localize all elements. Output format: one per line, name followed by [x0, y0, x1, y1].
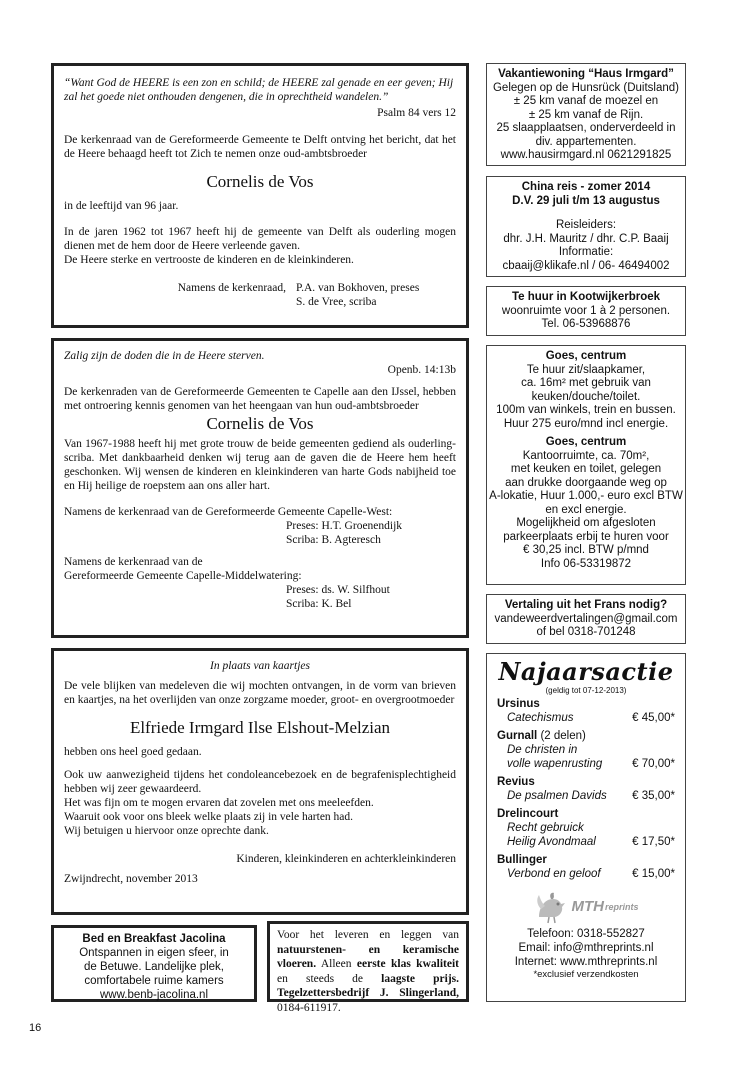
ad-tile-company	[267, 921, 469, 1014]
book-author	[497, 775, 675, 789]
age-text: in de leeftijd van 96 jaar.	[64, 200, 179, 212]
book-item	[497, 775, 675, 803]
west-preses: Preses: H.T. Groenendijk	[286, 520, 403, 532]
body-line-2: Het was fijn om te mogen ervaren dat zovelen met ons meeleefden.	[64, 797, 374, 809]
body-line-3: Waaruit ook voor ons bleek welke plaats zij in vele harten had.	[64, 811, 354, 823]
logo-subtext: reprints	[604, 902, 639, 912]
book-item	[497, 697, 675, 725]
west-label: Namens de kerkenraad van de Gereformeerde Gemeente Capelle-West:	[64, 506, 393, 518]
quote-reference: Psalm 84 vers 12	[377, 107, 456, 119]
book-title-row	[497, 835, 675, 849]
body-text: Van 1967-1988 heeft hij met grote trouw de beide gemeenten gediend als ouderling- scriba. Met dankbaarheid denken wij terug aan de gaven die de Heere hem heeft geschonken. Wij wensen de kinderen en kleinkinderen van harte Gods nabijheid toe en Hij heilige de roepstem aan ons aller hart.	[64, 438, 456, 492]
ad-text: en steeds de	[277, 972, 382, 985]
body-text-2: De Heere sterke en vertrooste de kinderen en de kleinkinderen.	[64, 254, 354, 266]
mth-phone: Telefoon: 0318-552827	[527, 928, 645, 940]
ad-line: parkeerplaats erbij te huren voor	[503, 530, 669, 543]
ad-line: Kantoorruimte, ca. 70m²,	[522, 449, 650, 462]
book-author-name: Revius	[497, 776, 535, 788]
ad-contact: www.hausirmgard.nl 0621291825	[500, 149, 672, 161]
ad-title: Vakantiewoning “Haus Irmgard”	[498, 68, 674, 80]
obituary-notice-capelle	[51, 338, 469, 638]
signature-label: Namens de kerkenraad,	[177, 282, 286, 294]
ad-contact: of bel 0318-701248	[536, 626, 636, 638]
book-title-row	[497, 711, 675, 725]
ad-text-bold: natuurstenen- en keramische vloeren.	[277, 943, 459, 970]
ad-goes-centrum	[486, 345, 686, 585]
book-author-name: Gurnall	[497, 730, 538, 742]
family-signature: Kinderen, kleinkinderen en achterkleinkinderen	[236, 853, 456, 865]
body-line-1: hebben ons heel goed gedaan.	[64, 746, 202, 758]
thank-you-notice	[51, 648, 469, 915]
ad-contact: Info 06-53319872	[540, 557, 632, 570]
promo-title: Najaarsactie	[498, 657, 674, 686]
book-author	[497, 729, 675, 743]
ad-line: ± 25 km vanaf de Rijn.	[528, 108, 644, 121]
ad-title-2: Goes, centrum	[545, 436, 627, 448]
signature-block	[64, 281, 456, 309]
book-title: Heilig Avondmaal	[507, 836, 596, 848]
intro-text: De kerkenraad van de Gereformeerde Gemeente te Delft ontving het bericht, dat het de Heere behaagd heeft tot Zich te nemen onze oud-ambtsbroeder	[64, 134, 456, 160]
ad-line: comfortabele ruime kamers	[84, 975, 224, 987]
quote-reference: Openb. 14:13b	[387, 364, 456, 376]
ad-dates: D.V. 29 juli t/m 13 augustus	[512, 194, 660, 207]
book-title: volle wapenrusting	[507, 758, 603, 770]
ad-line: de Betuwe. Landelijke plek,	[83, 961, 224, 973]
ad-line: Gelegen op de Hunsrück (Duitsland)	[492, 81, 680, 94]
book-author-name: Ursinus	[497, 698, 540, 710]
book-price: € 35,00*	[632, 790, 675, 802]
deceased-name: Cornelis de Vos	[206, 414, 314, 433]
ad-bed-breakfast	[51, 925, 257, 1002]
ad-kootwijkerbroek	[486, 286, 686, 336]
ad-line: Ontspannen in eigen sfeer, in	[79, 947, 229, 959]
body-text: Ook uw aanwezigheid tijdens het condoleancebezoek en de begrafenisplechtigheid hebben wij zeer gewaardeerd.	[64, 769, 456, 795]
place-date: Zwijndrecht, november 2013	[64, 873, 198, 885]
ad-line: 100m van winkels, trein en bussen.	[496, 404, 676, 416]
book-title: De christen in	[507, 744, 578, 756]
bible-quote: Zalig zijn de doden die in de Heere sterven.	[64, 350, 265, 362]
book-title: De psalmen Davids	[507, 790, 607, 802]
book-title: Catechismus	[507, 712, 574, 724]
ad-website: www.benb-jacolina.nl	[99, 989, 209, 1001]
mid-label-1: Namens de kerkenraad van de	[64, 556, 203, 568]
west-scriba: Scriba: B. Agteresch	[286, 534, 381, 546]
signatory-scriba: S. de Vree, scriba	[296, 296, 377, 308]
book-title-row	[497, 789, 675, 803]
ad-title: Vertaling uit het Frans nodig?	[504, 599, 668, 611]
rooster-icon	[533, 889, 569, 925]
book-author	[497, 807, 675, 821]
deceased-name: Elfriede Irmgard Ilse Elshout-Melzian	[129, 718, 391, 737]
ad-line: ca. 16m² met gebruik van	[521, 377, 651, 389]
ad-text-bold: laagste prijs. Tegelzettersbedrijf J. Slingerland,	[277, 972, 459, 999]
ad-line: Informatie:	[558, 246, 614, 258]
ad-phone: 0184-611917.	[277, 1001, 341, 1014]
ad-line: Reisleiders:	[555, 219, 617, 231]
ad-line: € 30,25 incl. BTW p/mnd	[523, 544, 649, 556]
ad-line: ± 25 km vanaf de moezel en	[513, 95, 659, 107]
ad-line: woonruimte voor 1 à 2 personen.	[501, 304, 671, 317]
ad-line: keuken/douche/toilet.	[531, 390, 641, 403]
book-title: Verbond en geloof	[507, 868, 601, 880]
notice-header: In plaats van kaartjes	[210, 660, 310, 672]
book-item	[497, 807, 675, 849]
ad-line: A-lokatie, Huur 1.000,- euro excl BTW	[489, 490, 683, 502]
obituary-notice-delft	[51, 63, 469, 328]
ad-title: Bed en Breakfast Jacolina	[82, 933, 226, 945]
ad-haus-irmgard	[486, 63, 686, 166]
book-title-row	[497, 821, 675, 835]
mid-preses: Preses: ds. W. Silfhout	[286, 584, 390, 596]
mid-scriba: Scriba: K. Bel	[286, 598, 352, 610]
book-author	[497, 853, 675, 867]
mth-logo	[497, 887, 675, 927]
ad-line: div. appartementen.	[535, 135, 637, 148]
ad-title: Te huur in Kootwijkerbroek	[511, 291, 661, 303]
book-item	[497, 729, 675, 771]
mth-note: *exclusief verzendkosten	[533, 969, 639, 980]
promo-validity: (geldig tot 07-12-2013)	[545, 686, 627, 695]
body-text: In de jaren 1962 tot 1967 heeft hij de gemeente van Delft als ouderling mogen dienen met de hem door de Heere verleende gaven.	[64, 226, 456, 252]
book-price: € 17,50*	[632, 836, 675, 848]
mid-label-2: Gereformeerde Gemeente Capelle-Middelwatering:	[64, 570, 302, 582]
book-price: € 15,00*	[632, 868, 675, 880]
book-author-name: Bullinger	[497, 854, 547, 866]
ad-line: Te huur zit/slaapkamer,	[526, 363, 646, 376]
deceased-name: Cornelis de Vos	[206, 172, 314, 191]
book-author	[497, 697, 675, 711]
book-author-name: Drelincourt	[497, 808, 559, 820]
book-title-row	[497, 743, 675, 757]
book-item	[497, 853, 675, 881]
ad-french-translation	[486, 594, 686, 644]
mth-website: Internet: www.mthreprints.nl	[514, 956, 658, 968]
ad-email: vandeweerdvertalingen@gmail.com	[494, 612, 678, 625]
ad-mth-reprints	[486, 653, 686, 1002]
ad-text-bold: eerste klas kwaliteit	[356, 958, 459, 970]
ad-contact: Tel. 06-53968876	[541, 318, 631, 330]
ad-title: China reis - zomer 2014	[521, 181, 651, 193]
book-price: € 45,00*	[632, 712, 675, 724]
book-list	[497, 697, 675, 881]
page-number: 16	[29, 1022, 42, 1034]
mth-email: Email: info@mthreprints.nl	[518, 942, 654, 954]
ad-line: en excl energie.	[545, 503, 627, 516]
ad-text: Alleen	[316, 958, 357, 970]
ad-line: aan drukke doorgaande weg op	[505, 476, 667, 489]
ad-title: Goes, centrum	[545, 350, 627, 362]
intro-text: De vele blijken van medeleven die wij mochten ontvangen, in de vorm van brieven en kaartjes, na het overlijden van onze zorgzame moeder, groot- en overgrootmoeder	[64, 680, 456, 706]
body-line-4: Wij betuigen u hiervoor onze oprechte dank.	[64, 825, 269, 837]
ad-line: dhr. J.H. Mauritz / dhr. C.P. Baaij	[503, 232, 669, 245]
book-title-row	[497, 757, 675, 771]
logo-text: MTH	[571, 898, 604, 915]
ad-line: 25 slaapplaatsen, onderverdeeld in	[496, 122, 676, 134]
book-title-row	[497, 867, 675, 881]
intro-text: De kerkenraden van de Gereformeerde Gemeenten te Capelle aan den IJssel, hebben met ontroering kennis genomen van het heengaan van hun oud-ambtsbroeder	[64, 386, 456, 412]
ad-contact: cbaaij@klikafe.nl / 06- 46494002	[502, 259, 670, 272]
ad-line: Huur 275 euro/mnd incl energie.	[503, 417, 669, 430]
book-title: Recht gebruick	[507, 822, 584, 834]
bible-quote: “Want God de HEERE is een zon en schild; de HEERE zal genade en eer geven; Hij zal het goede niet onthouden dengenen, die in oprechtheid wandelen.”	[64, 77, 454, 103]
ad-china-trip	[486, 176, 686, 277]
ad-line: Mogelijkheid om afgesloten	[516, 517, 656, 529]
ad-line: met keuken en toilet, gelegen	[510, 463, 662, 475]
book-price: € 70,00*	[632, 758, 675, 770]
ad-text: Voor het leveren en leggen van	[277, 929, 459, 941]
book-author-extra: (2 delen)	[537, 730, 586, 742]
signatory-preses: P.A. van Bokhoven, preses	[296, 282, 420, 294]
